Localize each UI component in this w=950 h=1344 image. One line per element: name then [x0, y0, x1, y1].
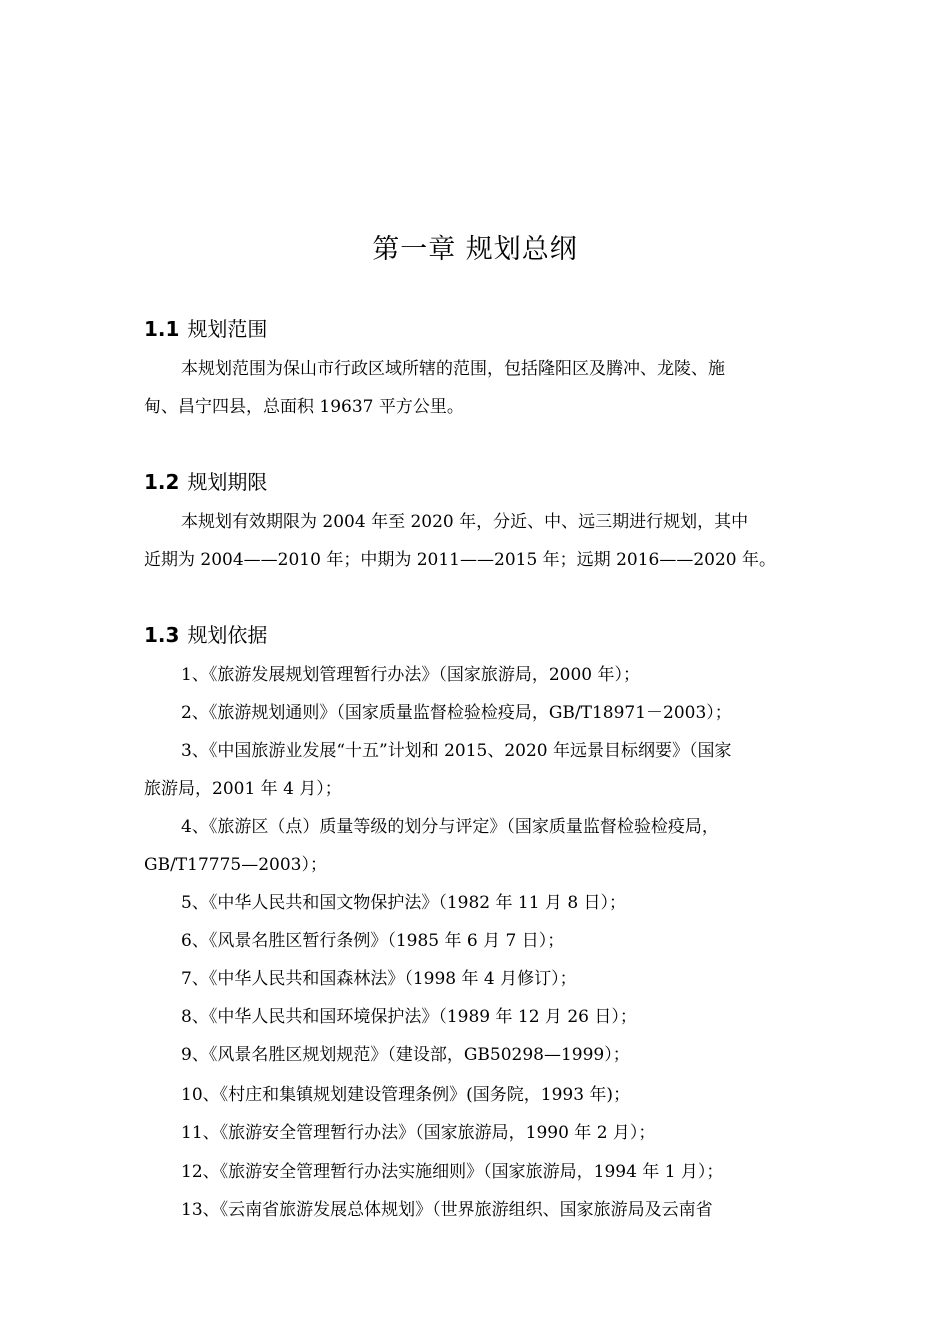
section-paragraph-1-1 [144, 350, 810, 426]
basis-item-5: 5、《中华人民共和国文物保护法》（1982 年 11 月 8 日）； [181, 893, 627, 913]
paragraph-line: 本规划范围为保山市行政区域所辖的范围，包括隆阳区及腾冲、龙陵、施 [181, 359, 725, 379]
section-number: 1.1 [144, 317, 180, 341]
basis-item-3: 3、《中国旅游业发展“十五”计划和 2015、2020 年远景目标纲要》（国家 [181, 741, 732, 761]
basis-item-8: 8、《中华人民共和国环境保护法》（1989 年 12 月 26 日）； [181, 1007, 637, 1027]
section-heading-1-2 [144, 466, 267, 498]
section-title: 规划期限 [187, 470, 268, 494]
basis-item-9: 9、《风景名胜区规划规范》（建设部，GB50298—1999）； [181, 1045, 630, 1065]
paragraph-line: 甸、昌宁四县，总面积 19637 平方公里。 [144, 397, 464, 417]
basis-item-11: 11、《旅游安全管理暂行办法》（国家旅游局，1990 年 2 月）； [181, 1123, 656, 1143]
basis-item-13: 13、《云南省旅游发展总体规划》（世界旅游组织、国家旅游局及云南省 [181, 1200, 713, 1220]
paragraph-line: 近期为 2004——2010 年；中期为 2011——2015 年；远期 2016——2020 年。 [144, 550, 777, 570]
section-paragraph-1-2 [144, 503, 810, 579]
basis-item-4-cont: GB/T17775—2003）； [144, 855, 327, 875]
basis-item-7: 7、《中华人民共和国森林法》（1998 年 4 月修订）； [181, 969, 577, 989]
basis-item-10: 10、《村庄和集镇规划建设管理条例》(国务院，1993 年)； [181, 1085, 631, 1105]
basis-item-12: 12、《旅游安全管理暂行办法实施细则》（国家旅游局，1994 年 1 月）； [181, 1162, 724, 1182]
basis-item-1: 1、《旅游发展规划管理暂行办法》（国家旅游局，2000 年）； [181, 665, 640, 685]
basis-item-6: 6、《风景名胜区暂行条例》（1985 年 6 月 7 日）； [181, 931, 565, 951]
basis-item-3-cont: 旅游局，2001 年 4 月）； [144, 779, 342, 799]
section-number: 1.2 [144, 470, 180, 494]
section-number: 1.3 [144, 623, 180, 647]
basis-item-2: 2、《旅游规划通则》（国家质量监督检验检疫局，GB/T18971－2003）； [181, 703, 732, 723]
basis-item-4: 4、《旅游区（点）质量等级的划分与评定》（国家质量监督检验检疫局， [181, 817, 719, 837]
section-heading-1-1 [144, 313, 267, 345]
section-title: 规划范围 [187, 317, 268, 341]
paragraph-line: 本规划有效期限为 2004 年至 2020 年，分近、中、远三期进行规划，其中 [181, 512, 749, 532]
section-title: 规划依据 [187, 623, 268, 647]
section-heading-1-3 [144, 619, 267, 651]
chapter-title: 第一章 规划总纲 [372, 234, 578, 265]
